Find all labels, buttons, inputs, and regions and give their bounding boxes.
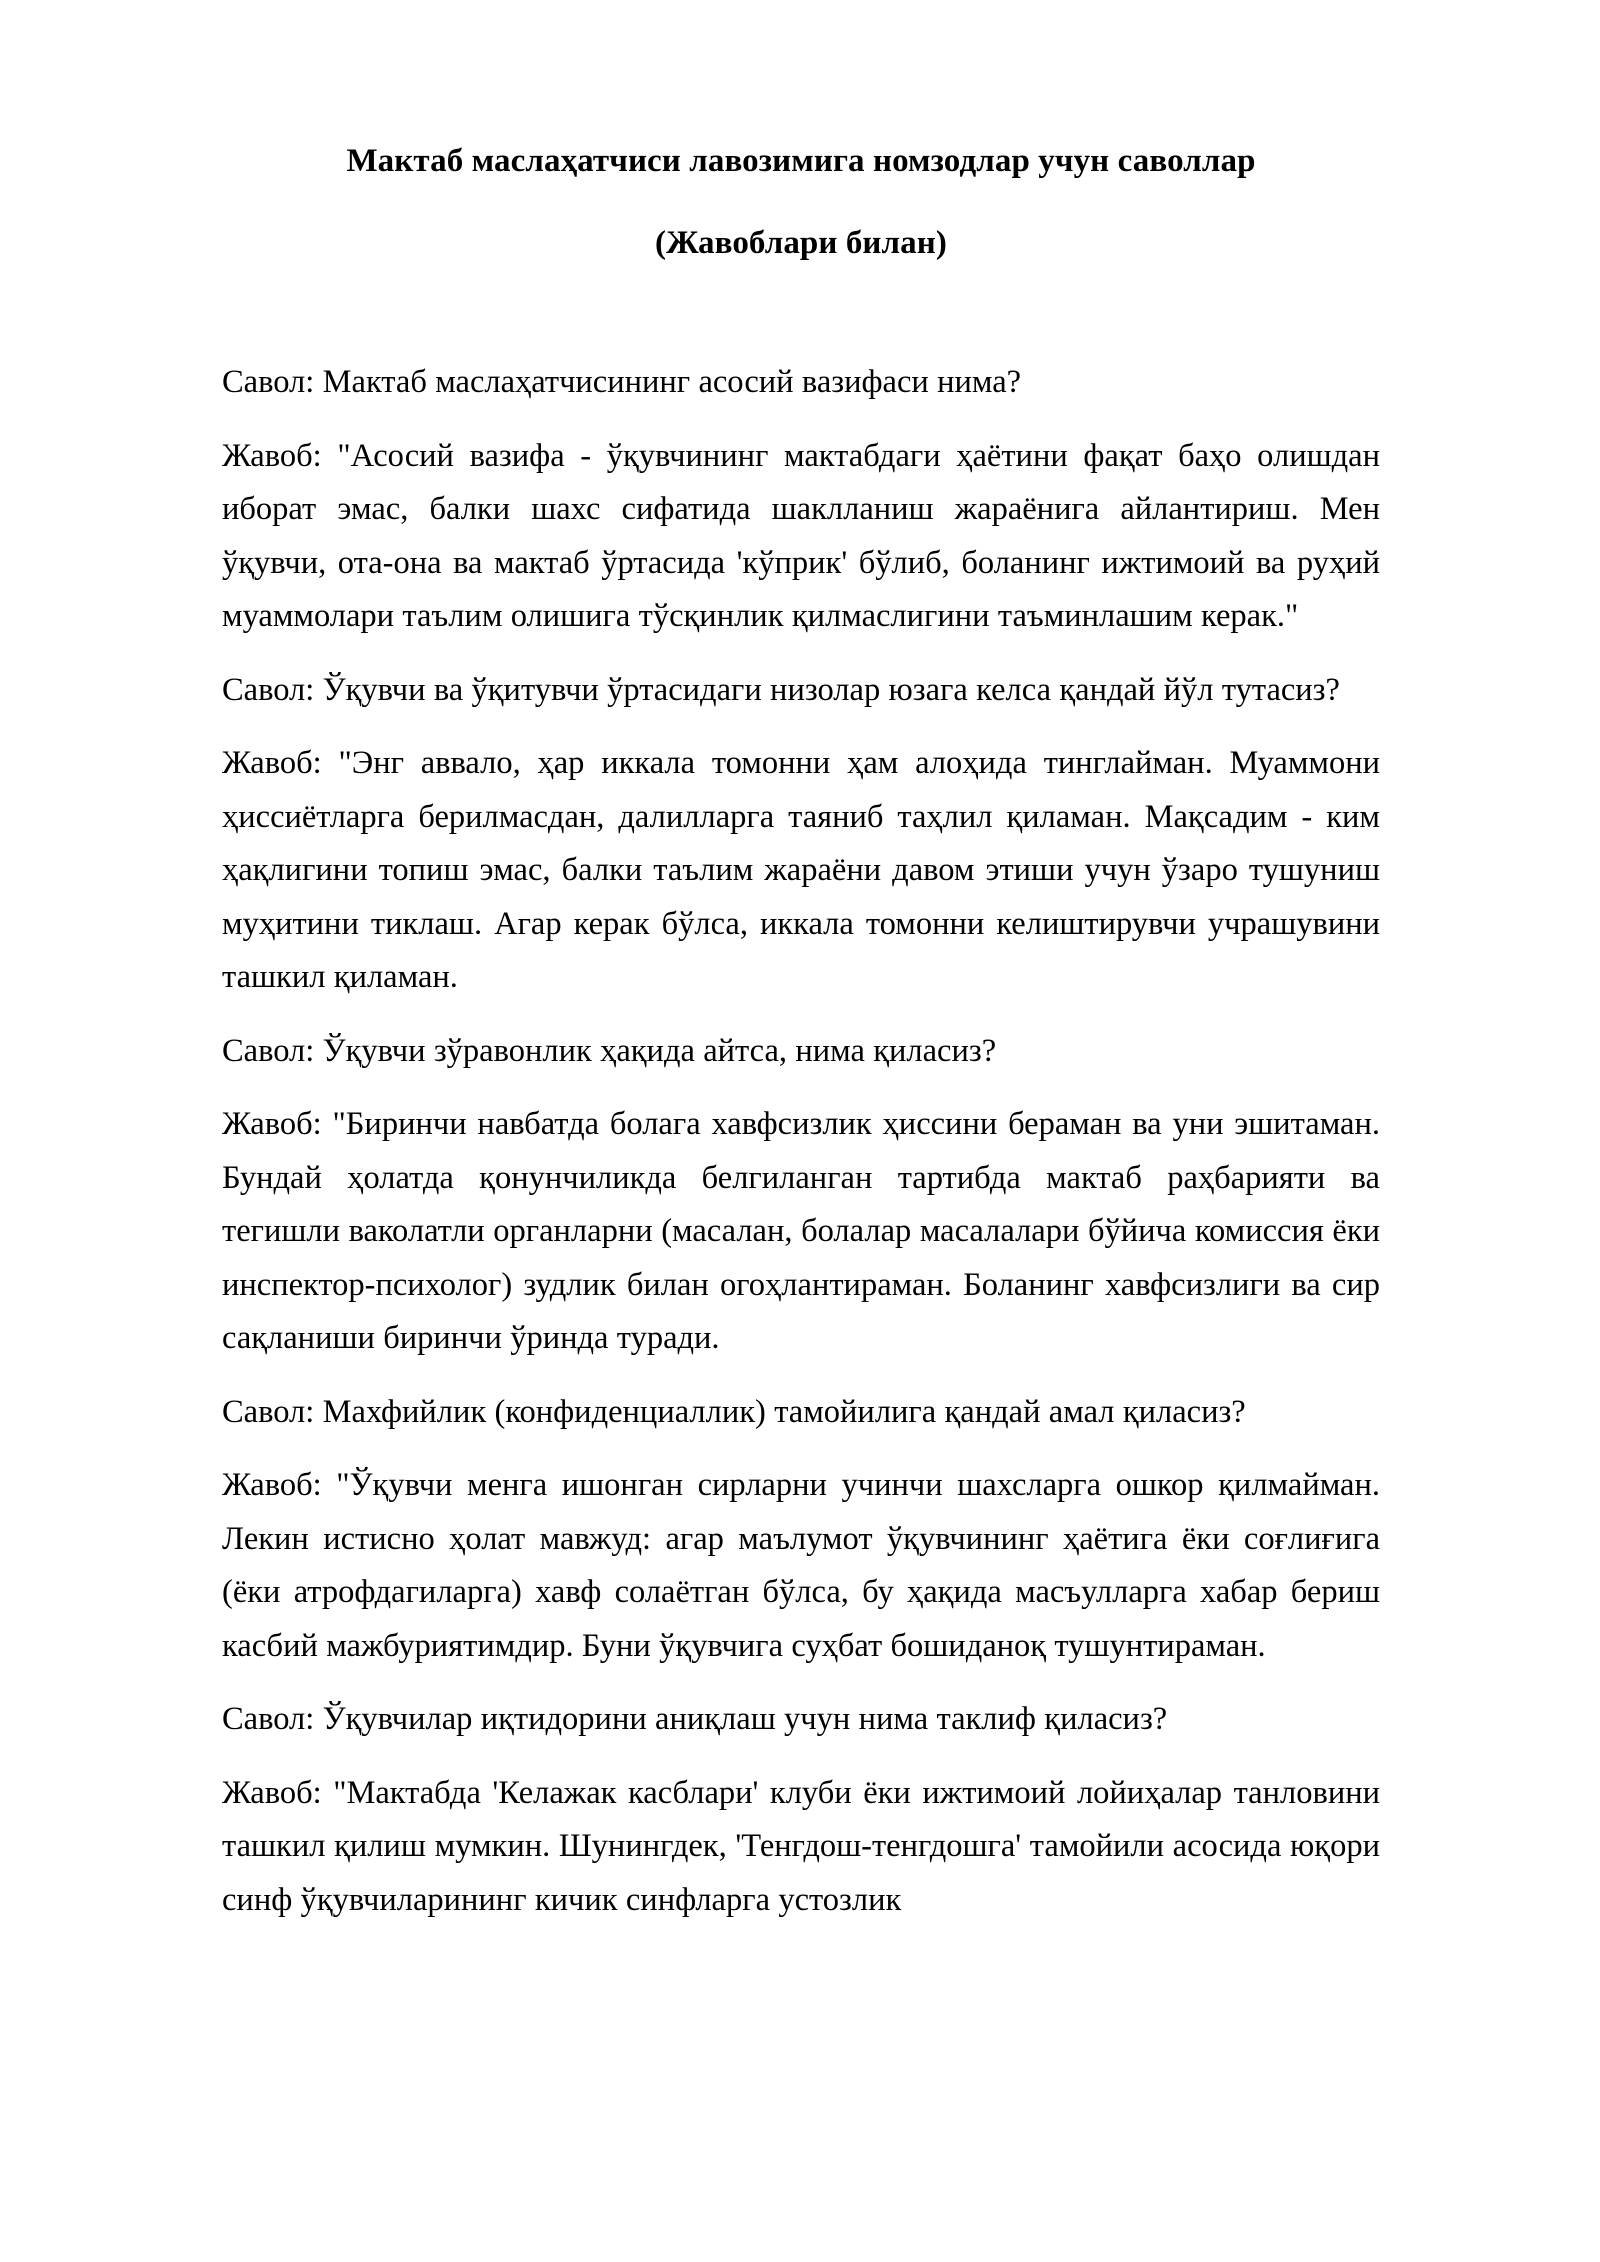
page-title: Мактаб маслаҳатчиси лавозимига номзодлар учун саволлар <box>346 143 1256 179</box>
question-paragraph-4: Савол: Махфийлик (конфиденциаллик) тамойилига қандай амал қиласиз? <box>222 1393 1246 1430</box>
question-paragraph-1: Савол: Мактаб маслаҳатчисининг асосий вазифаси нима? <box>222 364 1022 401</box>
page-content-column <box>222 0 1380 1927</box>
question-paragraph-3: Савол: Ўқувчи зўравонлик ҳақида айтса, нима қиласиз? <box>222 1032 997 1069</box>
answer-paragraph-2: Жавоб: "Энг аввало, ҳар иккала томонни ҳам алоҳида тинглайман. Муаммони ҳиссиётларга берилмасдан, далилларга таяниб таҳлил қиламан. Мақсадим - ким ҳақлигини топиш эмас, балки таълим жараёни давом этиши учун ўзаро тушуниш муҳитини тиклаш. Агар керак бўлса, иккала томонни келиштирувчи учрашувини ташкил қиламан. <box>222 745 1380 996</box>
answer-paragraph-4: Жавоб: "Ўқувчи менга ишонган сирларни учинчи шахсларга ошкор қилмайман. Лекин истисно ҳолат мавжуд: агар маълумот ўқувчининг ҳаётига ёки соғлиғига (ёки атрофдагиларга) хавф солаётган бўлса, бу ҳақида масъулларга хабар бериш касбий мажбуриятимдир. Буни ўқувчига суҳбат бошиданоқ тушунтираман. <box>222 1467 1380 1664</box>
answer-paragraph-5: Жавоб: "Мактабда 'Келажак касблари' клуби ёки ижтимоий лойиҳалар танловини ташкил қилиш мумкин. Шунингдек, 'Тенгдош-тенгдошга' тамойили асосида юқори синф ўқувчиларининг кичик синфларга устозлик <box>222 1774 1380 1918</box>
page-subtitle: (Жавоблари билан) <box>655 225 947 262</box>
question-paragraph-5: Савол: Ўқувчилар иқтидорини аниқлаш учун нима таклиф қиласиз? <box>222 1701 1168 1738</box>
qa-list <box>222 264 1380 1927</box>
answer-paragraph-3: Жавоб: "Биринчи навбатда болага хавфсизлик ҳиссини бераман ва уни эшитаман. Бундай ҳолатда қонунчиликда белгиланган тартибда мактаб раҳбарияти ва тегишли ваколатли органларни (масалан, болалар масалалари бўйича комиссия ёки инспектор-психолог) зудлик билан огоҳлантираман. Боланинг хавфсизлиги ва сир сақланиши биринчи ўринда туради. <box>222 1106 1380 1357</box>
answer-paragraph-1: Жавоб: "Асосий вазифа - ўқувчининг мактабдаги ҳаётини фақат баҳо олишдан иборат эмас, балки шахс сифатида шаклланиш жараёнига айлантириш. Мен ўқувчи, ота-она ва мактаб ўртасида 'кўприк' бўлиб, боланинг ижтимоий ва руҳий муаммолари таълим олишига тўсқинлик қилмаслигини таъминлашим керак." <box>222 437 1380 635</box>
question-paragraph-2: Савол: Ўқувчи ва ўқитувчи ўртасидаги низолар юзага келса қандай йўл тутасиз? <box>222 671 1340 708</box>
